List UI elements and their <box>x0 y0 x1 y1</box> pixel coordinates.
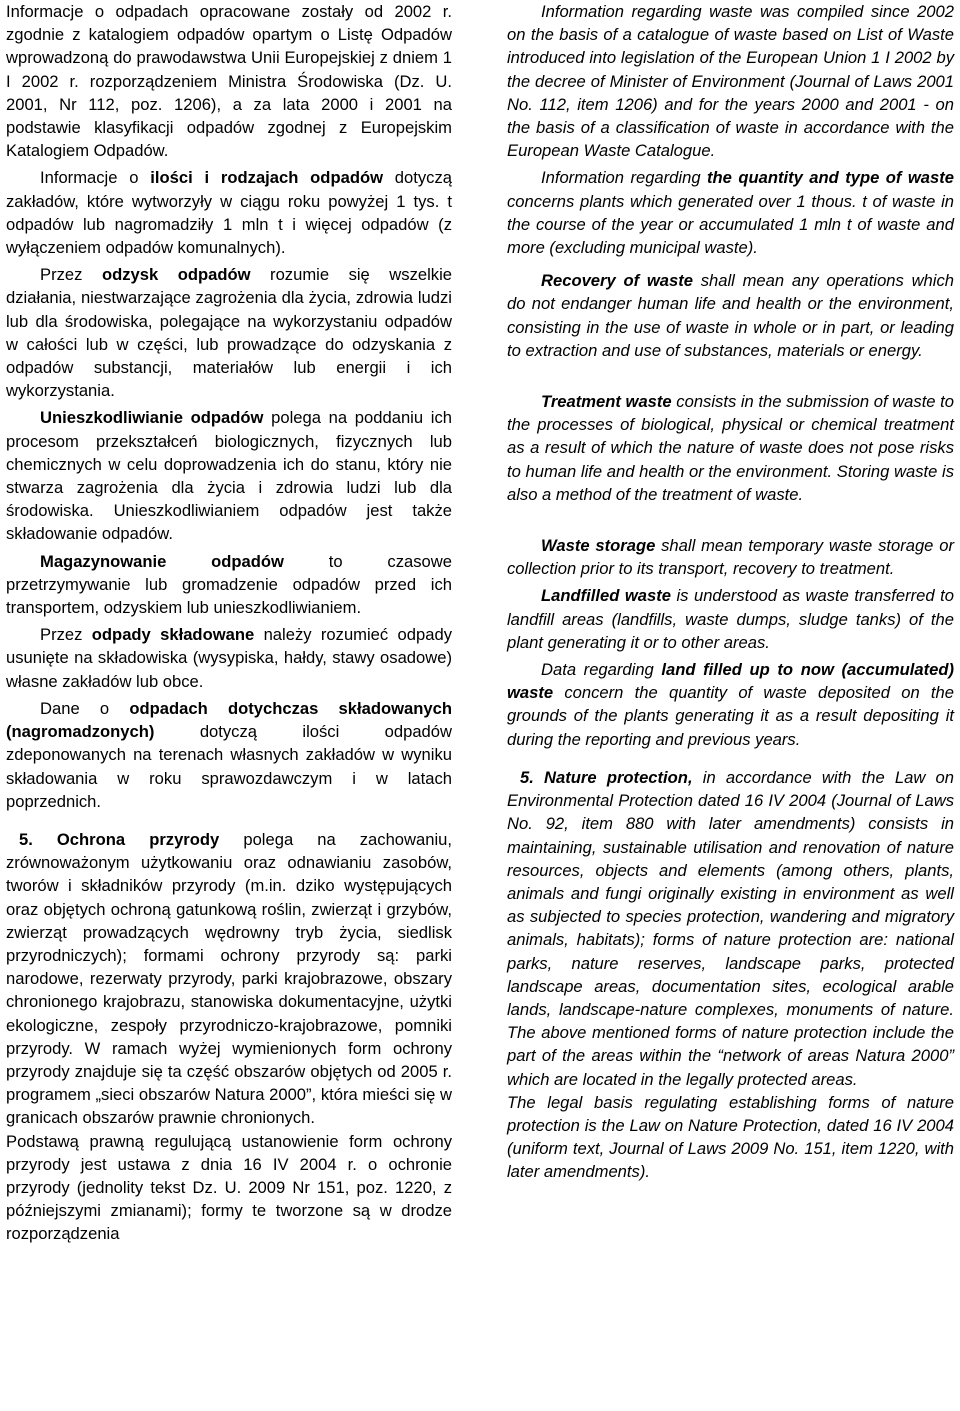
term-waste-recovery: odzysk odpadów <box>101 265 251 285</box>
waste-recovery-paragraph: Przez odzysk odpadów rozumie się wszelkie działania, niestwarzające zagrożenia dla życia, zdrowia ludzi lub dla środowiska, polegające na wykorzystaniu odpadów w całości lub w części, lub prowadzące do odzyskania z odpadów substancji, materiałów lub energii i ich wykorzystania. <box>6 265 453 401</box>
waste-storage-paragraph: Magazynowanie odpadów to czasowe przetrzymywanie lub gromadzenie odpadów przed ich transportem, odzyskiem lub unieszkodliwianiem. <box>6 551 452 618</box>
term-landfilled-waste: odpady składowane <box>91 625 255 645</box>
legal-basis-paragraph-en: The legal basis regulating establishing forms of nature protection is the Law on Nature Protection, dated 16 IV 2004 (uniform text, Journal of Laws 2009 No. 151, item 1220, with later amendments). <box>507 1092 954 1182</box>
term-waste-treatment-en: Treatment waste <box>541 392 672 412</box>
term-waste-treatment: Unieszkodliwianie odpadów <box>40 408 264 428</box>
term-waste-storage-en: Waste storage <box>541 536 656 556</box>
term-waste-recovery-en: Recovery of waste <box>541 271 693 291</box>
nature-protection-paragraph: 5. Ochrona przyrody polega na zachowaniu, zrównoważonym użytkowaniu oraz odnawianiu zasobów, tworów i składników przyrody (m.in. dziko występujących oraz objętych ochroną gatunkową roślin, zwierząt i grzybów, zwierząt prowadzących wędrowny tryb życia, siedlisk przyrodniczych); formami ochrony przyrody są: parki narodowe, rezerwaty przyrody, parki krajobrazowe, obszary chronionego krajobrazu, stanowiska dokumentacyjne, użytki ekologiczne, zespoły przyrodniczo-krajobrazowe, pomniki przyrody. W ramach wyżej wymienionych form ochrony przyrody znajduje się ta część obszarów objętych od 2005 r. programem „sieci obszarów Natura 2000”, która mieści się w granicach obszarów prawnie chronionych. <box>6 829 452 1128</box>
term-waste-storage: Magazynowanie odpadów <box>40 551 284 571</box>
waste-treatment-paragraph-en: Treatment waste consists in the submission of waste to the processes of biological, physical or chemical treatment as a result of which the nature of waste does not pose risks to human life and health or the environment. Storing waste is also a method of the treatment of waste. <box>507 392 954 504</box>
term-accumulated-waste-en: land filled up to now (accumulated) waste <box>507 660 954 703</box>
term-waste-quantity: ilości i rodzajach odpadów <box>150 168 383 188</box>
waste-info-paragraph: Informacje o odpadach opracowane zostały od 2002 r. zgodnie z katalogiem odpadów opartym o Listę Odpadów wprowadzoną do prawodawstwa Unii Europejskiej z dniem 1 I 2002 r. rozporządzeniem Ministra Środowiska (Dz. U. 2001, Nr 112, poz. 1206), a za lata 2000 i 2001 na podstawie klasyfikacji odpadów zgodnej z Europejskim Katalogiem Odpadów. <box>6 2 452 161</box>
polish-column <box>6 0 452 1246</box>
section-5-heading-en: 5. Nature protection, <box>520 767 693 787</box>
waste-treatment-paragraph: Unieszkodliwianie odpadów polega na poddaniu ich procesom przekształceń biologicznych, fizycznych lub chemicznych w celu doprowadzenia ich do stanu, który nie stwarza zagrożenia dla życia i zdrowia ludzi lub dla środowiska. Unieszkodliwianiem odpadów jest także składowanie odpadów. <box>6 408 452 544</box>
landfilled-waste-paragraph-en: Landfilled waste is understood as waste transferred to landfill areas (landfills, waste dumps, sludge tanks) of the plant generating it or to other areas. <box>507 586 954 652</box>
landfilled-waste-paragraph: Przez odpady składowane należy rozumieć odpady usunięte na składowiska (wysypiska, hałdy, stawy osadowe) własne zakładów lub obce. <box>6 625 453 691</box>
term-accumulated-waste: odpadach dotychczas składowanych (nagromadzonych) <box>6 698 452 742</box>
nature-protection-paragraph-en: 5. Nature protection, in accordance with the Law on Environmental Protection dated 16 IV 2004 (Journal of Laws No. 92, item 880 with later amendments) consists in maintaining, sustainable utilisation and renovation of nature resources, objects and elements (among others, plants, animals and fungi originally existing in environment as well as subjected to species protection, wandering and migratory animals, habitats); forms of nature protection are: national parks, nature reserves, landscape parks, protected landscape areas, documentation sites, ecological arable lands, landscape-nature complexes, monuments of nature. The above mentioned forms of nature protection include the part of the areas within the “network of areas Natura 2000” which are located in the legally protected areas. <box>507 767 955 1089</box>
waste-recovery-paragraph-en: Recovery of waste shall mean any operations which do not endanger human life and health or the environment, consisting in the use of waste in whole or in part, or leading to extraction and use of substances, materials or energy. <box>507 271 954 360</box>
waste-quantity-paragraph: Informacje o ilości i rodzajach odpadów dotyczą zakładów, które wytworzyły w ciągu roku powyżej 1 tys. t odpadów lub nagromadziły 1 mln t i więcej odpadów (z wyłączeniem odpadów komunalnych). <box>6 168 452 258</box>
legal-basis-paragraph: Podstawą prawną regulującą ustanowienie form ochrony przyrody jest ustawa z dnia 16 IV 2004 r. o ochronie przyrody (jednolity tekst Dz. U. 2009 Nr 151, poz. 1220, z późniejszymi zmianami); formy te tworzone są w drodze rozporządzenia <box>6 1131 452 1244</box>
accumulated-waste-paragraph: Dane o odpadach dotychczas składowanych (nagromadzonych) dotyczą ilości odpadów zdeponowanych na terenach własnych zakładów w wyniku składowania w roku sprawozdawczym i w latach poprzednich. <box>6 698 452 811</box>
waste-storage-paragraph-en: Waste storage shall mean temporary waste storage or collection prior to its transport, recovery to treatment. <box>507 536 954 579</box>
waste-info-paragraph-en: Information regarding waste was compiled since 2002 on the basis of a catalogue of waste based on List of Waste introduced into legislation of the European Union 1 I 2002 by the decree of Minister of Environment (Journal of Laws 2001 No. 112, item 1206) and for the years 2000 and 2001 - on the basis of a classification of waste in accordance with the European Waste Catalogue. <box>507 2 954 161</box>
accumulated-waste-paragraph-en: Data regarding land filled up to now (accumulated) waste concern the quantity of waste deposited on the grounds of the plants generating it as a result depositing it during the reporting and previous years. <box>507 660 954 749</box>
waste-quantity-paragraph-en: Information regarding the quantity and type of waste concerns plants which generated over 1 thous. t of waste in the course of the year or accumulated 1 mln t of waste and more (excluding municipal waste). <box>507 168 955 258</box>
term-waste-quantity-en: the quantity and type of waste <box>707 168 955 188</box>
english-column <box>507 0 954 1184</box>
section-5-heading: 5. Ochrona przyrody <box>19 829 220 849</box>
term-landfilled-waste-en: Landfilled waste <box>541 586 671 606</box>
